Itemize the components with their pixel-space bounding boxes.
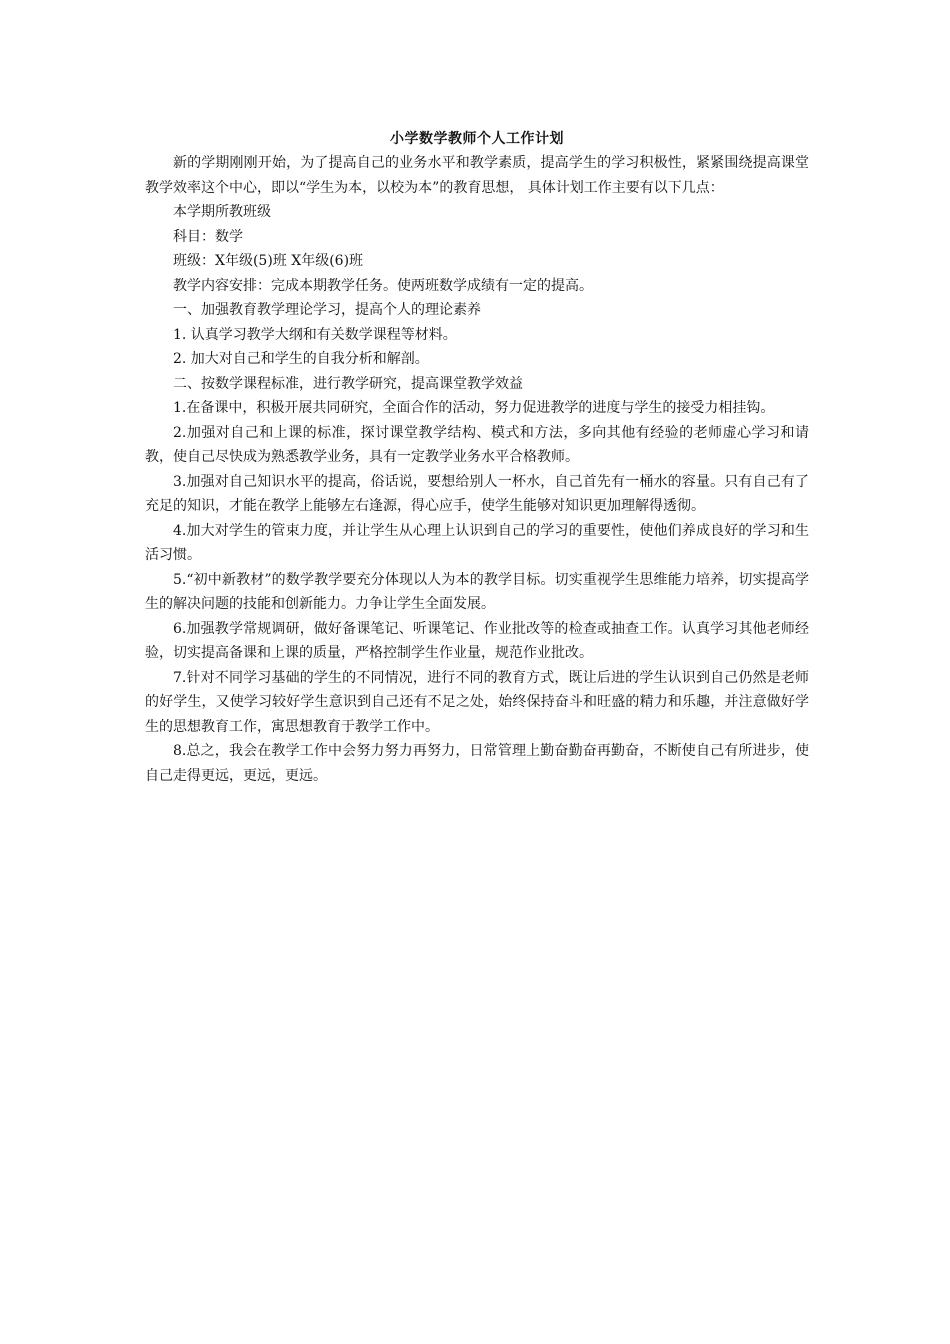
paragraph-classes-heading: 本学期所教班级 xyxy=(173,204,271,220)
section-1-item-1: 1. 认真学习教学大纲和有关数学课程等材料。 xyxy=(173,326,457,343)
paragraph-intro: 新的学期刚刚开始，为了提高自己的业务水平和教学素质，提高学生的学习积极性，紧紧围绕提高课堂教学效率这个中心，即以“学生为本，以校为本”的教育思想， 具体计划工作主要有以下几点： xyxy=(145,155,809,196)
section-2-item-8: 8.总之，我会在教学工作中会努力努力再努力，日常管理上勤奋勤奋再勤奋，不断使自己有所进步，使自己走得更远，更远，更远。 xyxy=(145,743,809,784)
section-2-item-1: 1.在备课中，积极开展共同研究，全面合作的活动，努力促进教学的进度与学生的接受力相挂钩。 xyxy=(173,400,775,416)
section-heading-2: 二、按数学课程标准，进行教学研究，提高课堂教学效益 xyxy=(173,375,523,392)
section-2-item-5: 5.“初中新教材”的数学教学要充分体现以人为本的教学目标。切实重视学生思维能力培养，切实提高学生的解决问题的技能和创新能力。力争让学生全面发展。 xyxy=(145,571,809,612)
section-2-item-6: 6.加强教学常规调研，做好备课笔记、听课笔记、作业批改等的检查或抽查工作。认真学习其他老师经验，切实提高备课和上课的质量，严格控制学生作业量，规范作业批改。 xyxy=(145,620,809,661)
section-heading-1: 一、加强教育教学理论学习，提高个人的理论素养 xyxy=(173,302,481,318)
paragraph-subject: 科目：数学 xyxy=(173,228,243,245)
document-title: 小学数学教师个人工作计划 xyxy=(390,131,564,147)
section-2-item-4: 4.加大对学生的管束力度，并让学生从心理上认识到自己的学习的重要性，使他们养成良好的学习和生活习惯。 xyxy=(145,522,809,563)
paragraph-class-list: 班级：X年级(5)班 X年级(6)班 xyxy=(173,253,364,269)
section-2-item-3: 3.加强对自己知识水平的提高，俗话说，要想给别人一杯水，自己首先有一桶水的容量。只有自己有了充足的知识，才能在教学上能够左右逢源，得心应手，使学生能够对知识更加理解得透彻。 xyxy=(145,473,809,514)
section-2-item-7: 7.针对不同学习基础的学生的不同情况，进行不同的教育方式，既让后进的学生认识到自己仍然是老师的好学生，又使学习较好学生意识到自己还有不足之处，始终保持奋斗和旺盛的精力和乐趣，并注意做好学生的思想教育工作，寓思想教育于教学工作中。 xyxy=(145,669,809,735)
section-1-item-2: 2. 加大对自己和学生的自我分析和解剖。 xyxy=(173,351,429,367)
document-body xyxy=(145,128,809,788)
section-2-item-2: 2.加强对自己和上课的标准，探讨课堂教学结构、模式和方法，多向其他有经验的老师虚心学习和请教，使自己尽快成为熟悉教学业务，具有一定教学业务水平合格教师。 xyxy=(145,424,809,465)
paragraph-content-arrangement: 教学内容安排：完成本期教学任务。使两班数学成绩有一定的提高。 xyxy=(173,277,593,294)
